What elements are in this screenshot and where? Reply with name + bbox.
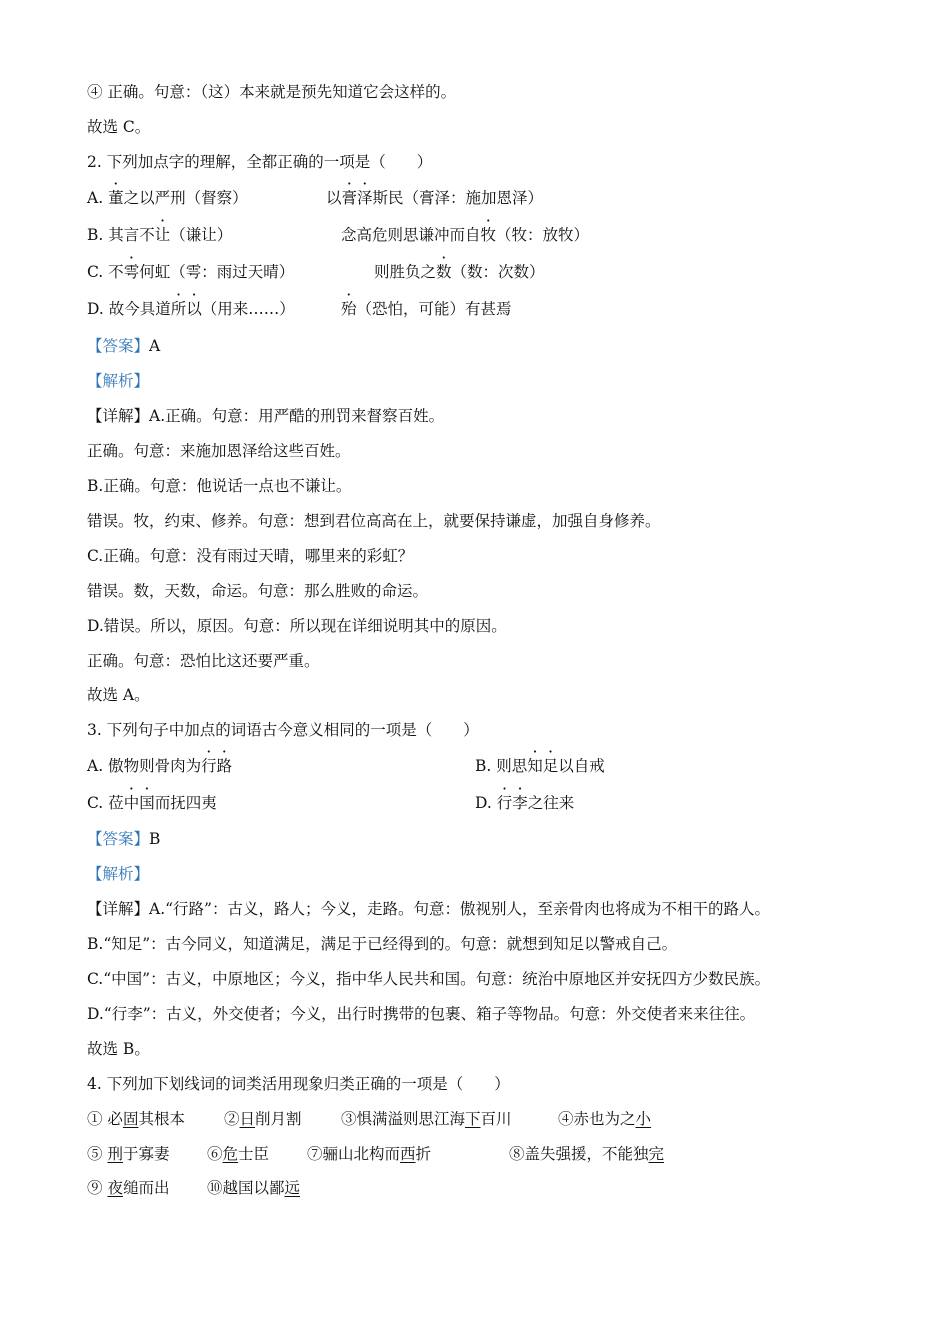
option-a: A. 傲物则骨肉为行路 xyxy=(87,757,233,775)
analysis-line: C.“中国”：古义，中原地区；今义，指中华人民共和国。句意：统治中原地区并安抚四方少数民族。 xyxy=(87,970,771,988)
analysis-line: B.“知足”：古今同义，知道满足，满足于已经得到的。句意：就想到知足以警戒自己。 xyxy=(87,935,678,953)
item-7: ⑦骊山北构而西折 xyxy=(307,1145,432,1163)
dotted-char: 国 xyxy=(139,794,155,812)
item-2: ②日削月割 xyxy=(224,1110,302,1128)
underlined-word: 远 xyxy=(284,1179,301,1197)
option-d: D. 故今具道所以（用来……） xyxy=(87,300,295,318)
item-4: ④赤也为之小 xyxy=(558,1110,652,1128)
underlined-word: 日 xyxy=(239,1110,256,1128)
underlined-word: 小 xyxy=(635,1110,652,1128)
analysis-line: 正确。句意：来施加恩泽给这些百姓。 xyxy=(87,442,351,460)
analysis-line: D.“行李”：古义，外交使者；今义，出行时携带的包裹、箱子等物品。句意：外交使者来来往往。 xyxy=(87,1005,756,1023)
question-stem: 4. 下列加下划线词的词类活用现象归类正确的一项是（ ） xyxy=(87,1075,510,1093)
dotted-char: 泽 xyxy=(357,189,373,207)
dotted-char: 中 xyxy=(123,794,140,812)
dotted-char: 所 xyxy=(170,300,187,318)
option-c-second: 则胜负之数（数：次数） xyxy=(374,263,545,281)
analysis-heading: 【解析】 xyxy=(87,865,150,883)
dotted-char: 行 xyxy=(201,757,217,775)
dotted-char: 数 xyxy=(436,263,452,281)
option-b: B. 则思知足以自戒 xyxy=(475,757,605,775)
item-5: ⑤ 刑于寡妻 xyxy=(87,1145,170,1163)
dotted-char: 让 xyxy=(154,226,171,244)
underlined-word: 危 xyxy=(222,1145,239,1163)
analysis-line: 错误。牧，约束、修养。句意：想到君位高高在上，就要保持谦虚，加强自身修养。 xyxy=(87,512,661,530)
option-a-second: 以膏泽斯民（膏泽：施加恩泽） xyxy=(326,189,544,207)
underlined-word: 固 xyxy=(122,1110,139,1128)
dotted-char: 牧 xyxy=(480,226,497,244)
question-stem: 3. 下列句子中加点的词语古今意义相同的一项是（ ） xyxy=(87,721,479,739)
item-1: ① 必固其根本 xyxy=(87,1110,185,1128)
underlined-word: 刑 xyxy=(107,1145,123,1163)
analysis-line: 错误。数，天数，命运。句意：那么胜败的命运。 xyxy=(87,582,429,600)
dotted-char: 路 xyxy=(216,757,233,775)
option-d-second: 殆（恐怕，可能）有甚焉 xyxy=(341,300,512,318)
question-stem: 2. 下列加点字的理解，全都正确的一项是（ ） xyxy=(87,153,433,171)
analysis-line: B.正确。句意：他说话一点也不谦让。 xyxy=(87,477,352,495)
dotted-char: 李 xyxy=(512,794,528,812)
analysis-line: 【详解】A.“行路”：古义，路人；今义，走路。句意：傲视别人，至亲骨肉也将成为不相干的路人。 xyxy=(87,900,770,918)
analysis-line: C.正确。句意：没有雨过天晴，哪里来的彩虹？ xyxy=(87,547,414,565)
analysis-line: D.错误。所以，原因。句意：所以现在详细说明其中的原因。 xyxy=(87,617,507,635)
dotted-char: 膏 xyxy=(341,189,358,207)
conclusion-line: 故选 A。 xyxy=(87,686,150,704)
dotted-char: 知 xyxy=(527,757,543,775)
dotted-char: 董 xyxy=(108,189,124,207)
conclusion-line: 故选 B。 xyxy=(87,1040,150,1058)
underlined-word: 完 xyxy=(648,1145,665,1163)
underlined-word: 西 xyxy=(400,1145,416,1163)
option-b-second: 念高危则思谦冲而自牧（牧：放牧） xyxy=(341,226,590,244)
paragraph: 故选 C。 xyxy=(87,118,151,136)
dotted-char: 以 xyxy=(186,300,202,318)
dotted-char: 殆 xyxy=(341,300,357,318)
item-6: ⑥危士臣 xyxy=(207,1145,270,1163)
item-10: ⑩越国以鄙远 xyxy=(207,1179,301,1197)
option-b: B. 其言不让（谦让） xyxy=(87,226,233,244)
paragraph: ④ 正确。句意：（这）本来就是预先知道它会这样的。 xyxy=(87,83,457,101)
analysis-line: 【详解】A.正确。句意：用严酷的刑罚来督察百姓。 xyxy=(87,407,445,425)
analysis-heading: 【解析】 xyxy=(87,372,150,390)
dotted-char: 雩 xyxy=(123,263,140,281)
option-a: A. 董之以严刑（督察） xyxy=(87,189,248,207)
dotted-char: 行 xyxy=(496,794,513,812)
item-9: ⑨ 夜缒而出 xyxy=(87,1179,170,1197)
analysis-line: 正确。句意：恐怕比这还要严重。 xyxy=(87,652,320,670)
answer-line: 【答案】B xyxy=(87,830,161,848)
item-3: ③惧满溢则思江海下百川 xyxy=(341,1110,512,1128)
option-d: D. 行李之往来 xyxy=(475,794,575,812)
underlined-word: 下 xyxy=(465,1110,481,1128)
answer-line: 【答案】A xyxy=(87,337,161,355)
option-c: C. 莅中国而抚四夷 xyxy=(87,794,217,812)
underlined-word: 夜 xyxy=(107,1179,123,1197)
item-8: ⑧盖失强援，不能独完 xyxy=(509,1145,665,1163)
dotted-char: 足 xyxy=(542,757,559,775)
option-c: C. 不雩何虹（雩：雨过天晴） xyxy=(87,263,295,281)
